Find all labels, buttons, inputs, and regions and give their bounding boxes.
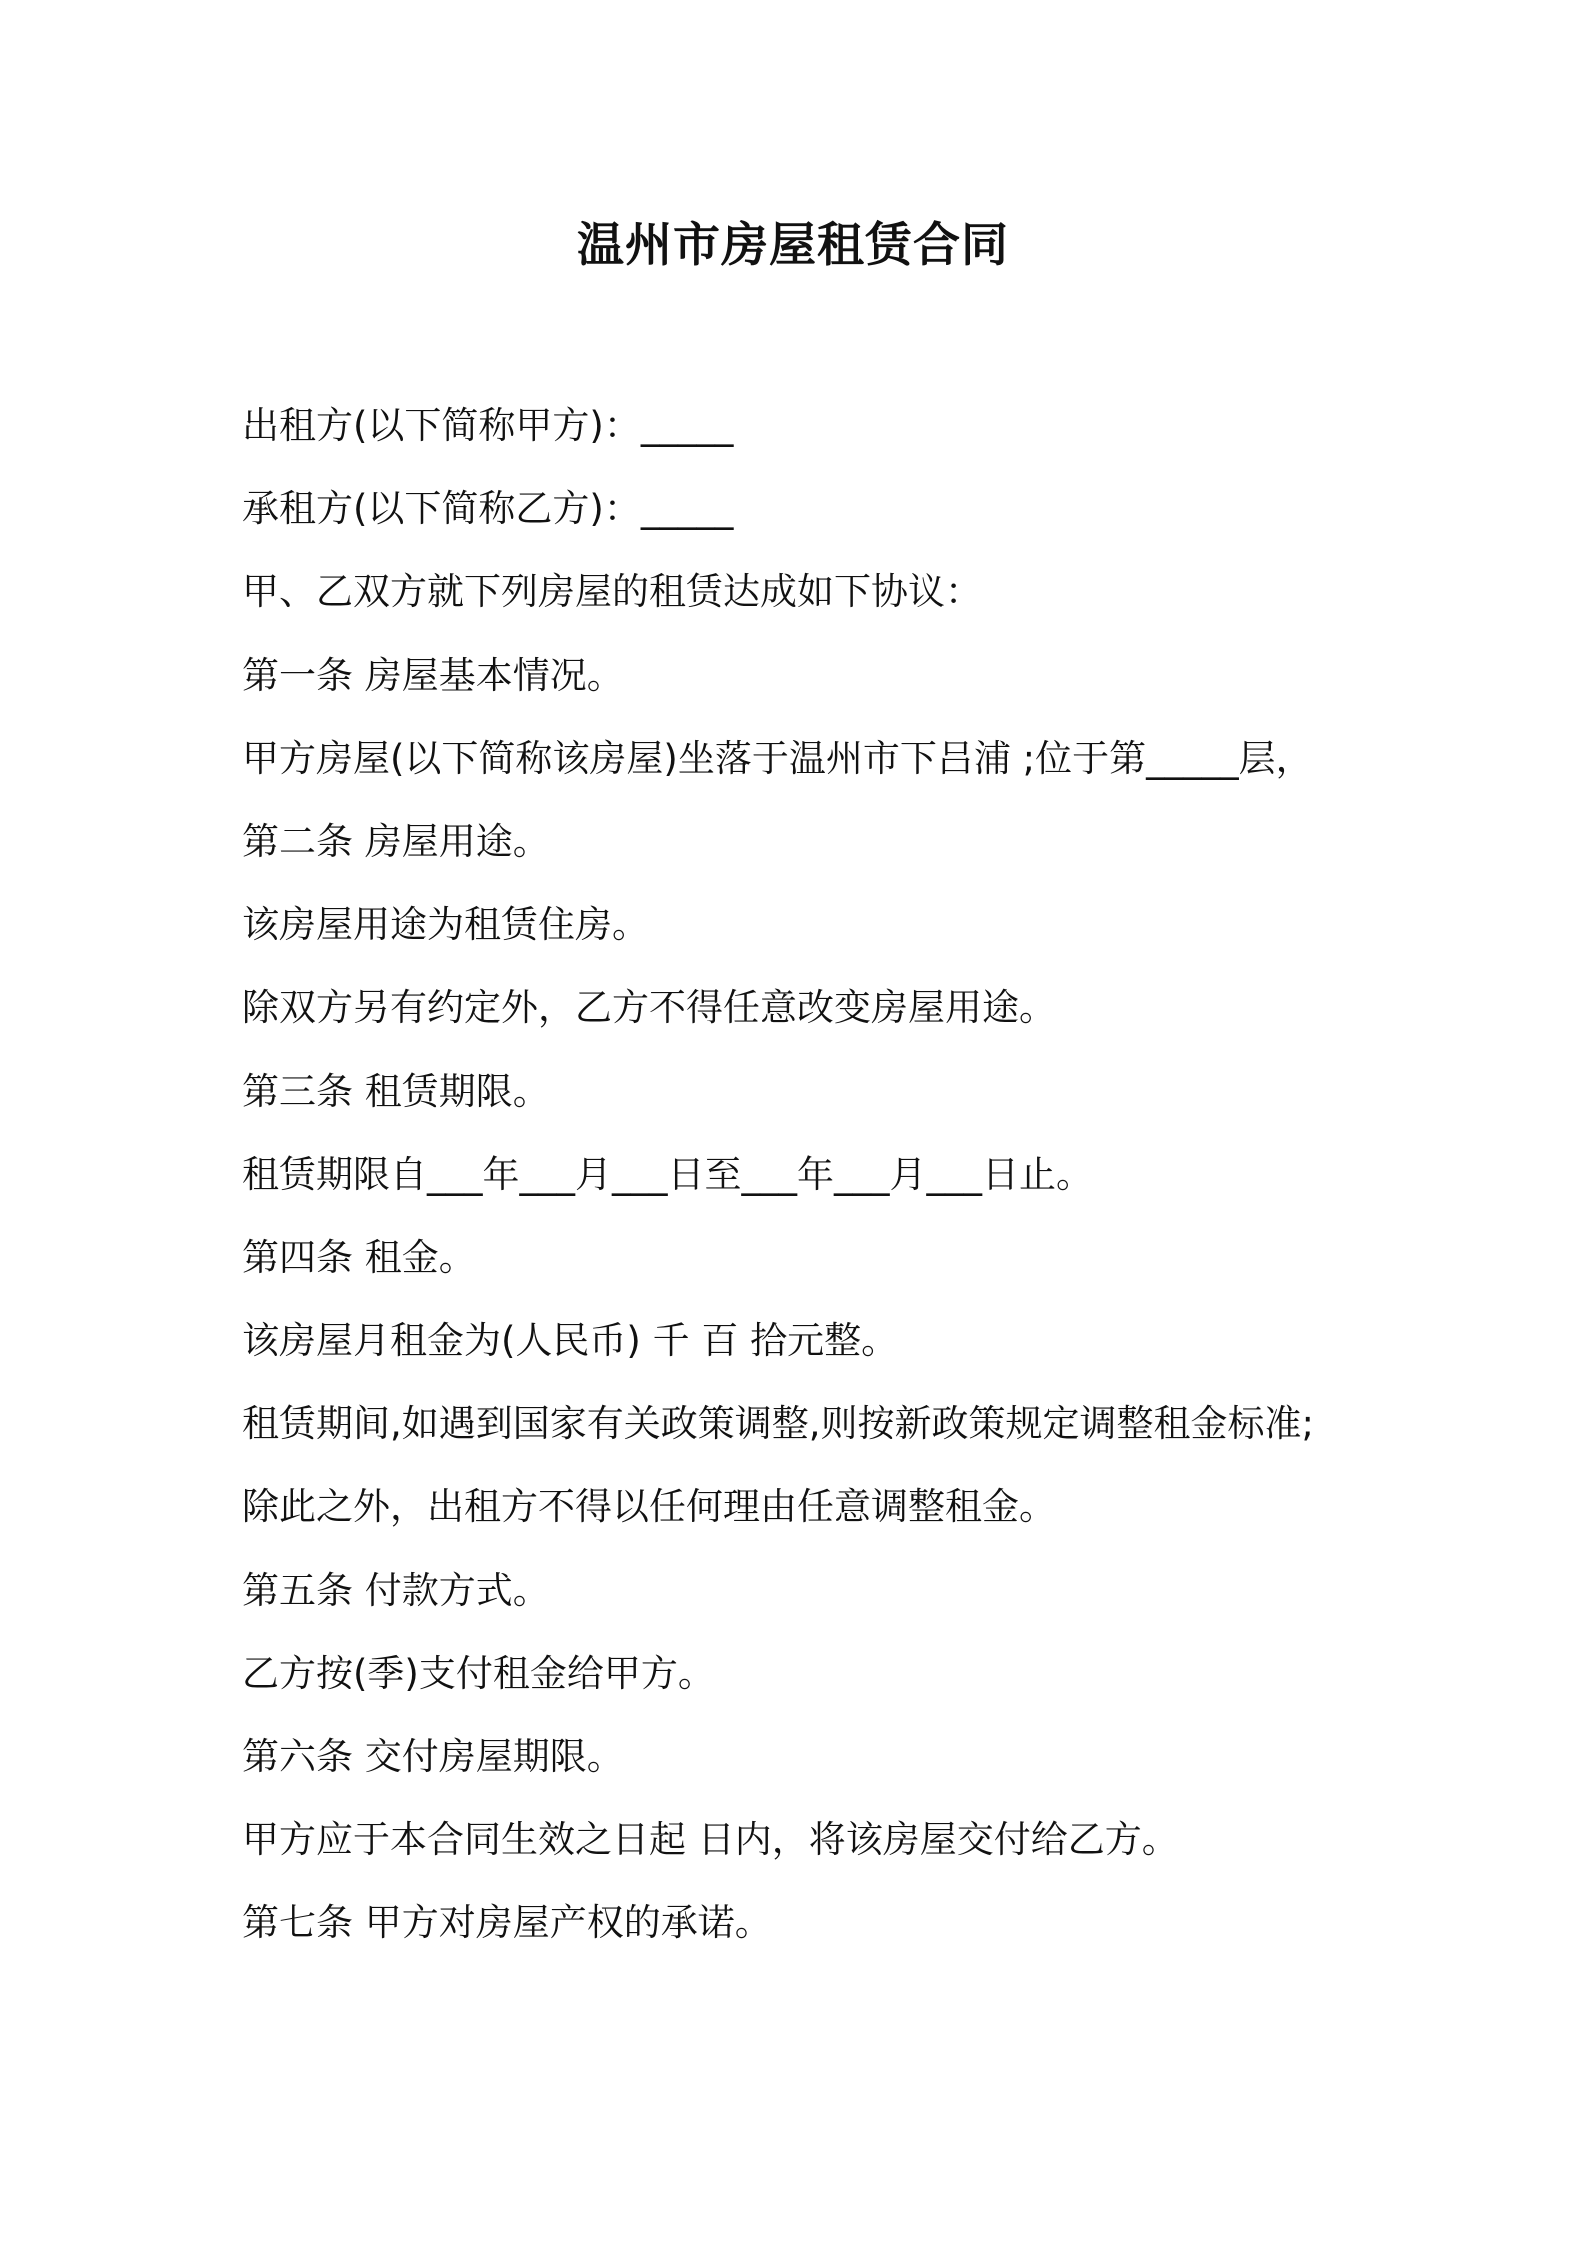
document-body <box>242 402 1392 1983</box>
article-4-heading: 第四条 租金。 <box>242 1235 476 1279</box>
article-2-heading: 第二条 房屋用途。 <box>242 819 550 863</box>
article-6-text: 甲方应于本合同生效之日起 日内，将该房屋交付给乙方。 <box>242 1818 1179 1862</box>
article-4-text-1: 该房屋月租金为(人民币) 千 百 拾元整。 <box>242 1319 899 1363</box>
article-1-text: 甲方房屋(以下简称该房屋)坐落于温州市下吕浦 ;位于第_____层， <box>242 736 1313 780</box>
article-6-heading: 第六条 交付房屋期限。 <box>242 1735 624 1778</box>
article-5-text: 乙方按(季)支付租金给甲方。 <box>242 1651 715 1695</box>
article-3-text: 租赁期限自___年___月___日至___年___月___日止。 <box>242 1152 1093 1196</box>
lessor-line: 出租方(以下简称甲方)：_____ <box>242 404 734 447</box>
article-4-text-3: 除此之外，出租方不得以任何理由任意调整租金。 <box>242 1485 1056 1529</box>
article-1-heading: 第一条 房屋基本情况。 <box>242 653 624 697</box>
article-5-heading: 第五条 付款方式。 <box>242 1568 550 1612</box>
article-3-heading: 第三条 租赁期限。 <box>242 1069 550 1113</box>
article-2-text-1: 该房屋用途为租赁住房。 <box>242 903 649 947</box>
agreement-intro: 甲、乙双方就下列房屋的租赁达成如下协议： <box>242 570 982 614</box>
article-2-text-2: 除双方另有约定外，乙方不得任意改变房屋用途。 <box>242 986 1056 1030</box>
article-7-heading: 第七条 甲方对房屋产权的承诺。 <box>242 1901 772 1945</box>
article-4-text-2: 租赁期间,如遇到国家有关政策调整,则按新政策规定调整租金标准; <box>242 1402 1314 1446</box>
lessee-line: 承租方(以下简称乙方)：_____ <box>242 487 734 531</box>
document-title: 温州市房屋租赁合同 <box>577 218 1009 273</box>
